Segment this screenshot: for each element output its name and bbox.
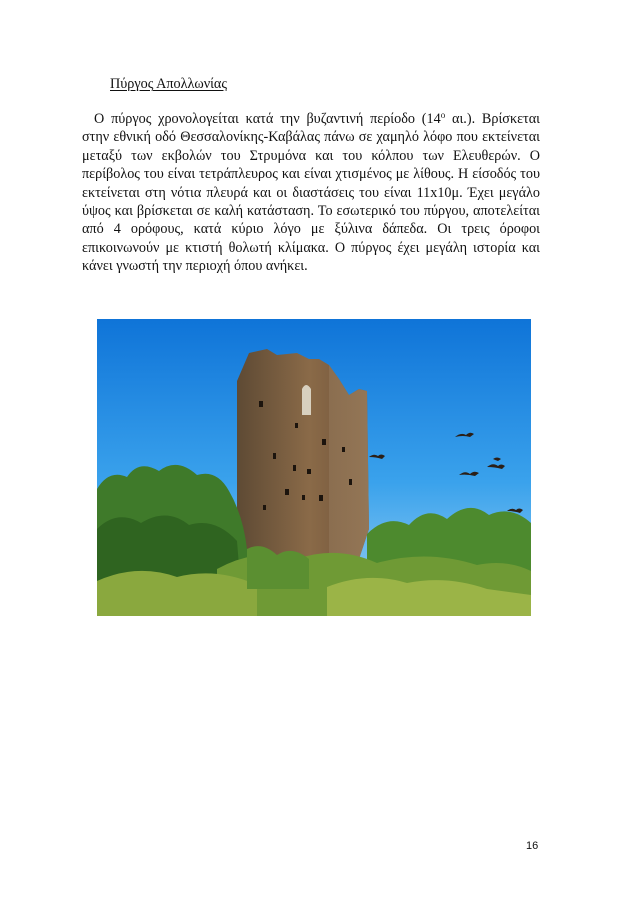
tower-window bbox=[302, 385, 311, 415]
page-number: 16 bbox=[526, 840, 539, 852]
tower-photo bbox=[97, 319, 531, 616]
paragraph-text-start: Ο πύργος χρονολογείται κατά την βυζαντινή περίοδο (14 bbox=[94, 111, 441, 127]
page-title: Πύργος Απολλωνίας bbox=[110, 76, 227, 92]
century-superscript: ο bbox=[440, 110, 446, 121]
body-paragraph bbox=[82, 110, 540, 276]
paragraph-text-end: αι.). Βρίσκεται στην εθνική οδό Θεσσαλονίκης-Καβάλας πάνω σε χαμηλό λόφο που εκτείνεται μεταξύ των εκβολών του Στρυμόνα και του κόλπου των Ελευθερών. Ο περίβολος του είναι τετράπλευρος και είναι χτισμένος με λίθους. Η είσοδός του εκτείνεται στη νότια πλευρά και οι διαστάσεις του είναι 11x10μ. Έχει μεγάλο ύψος και βρίσκεται σε καλή κατάσταση. Το εσωτερικό του πύργου, αποτελείται από 4 ορόφους, κατά κύριο λόγο με ξύλινα δάπεδα. Οι τρεις όροφοι επικοινωνούν με κτιστή θολωτή κλίμακα. Ο πύργος έχει μεγάλη ιστορία και κάνει γνωστή την περιοχή όπου ανήκει. bbox=[82, 111, 541, 275]
tower-photo-drawing bbox=[97, 319, 531, 616]
